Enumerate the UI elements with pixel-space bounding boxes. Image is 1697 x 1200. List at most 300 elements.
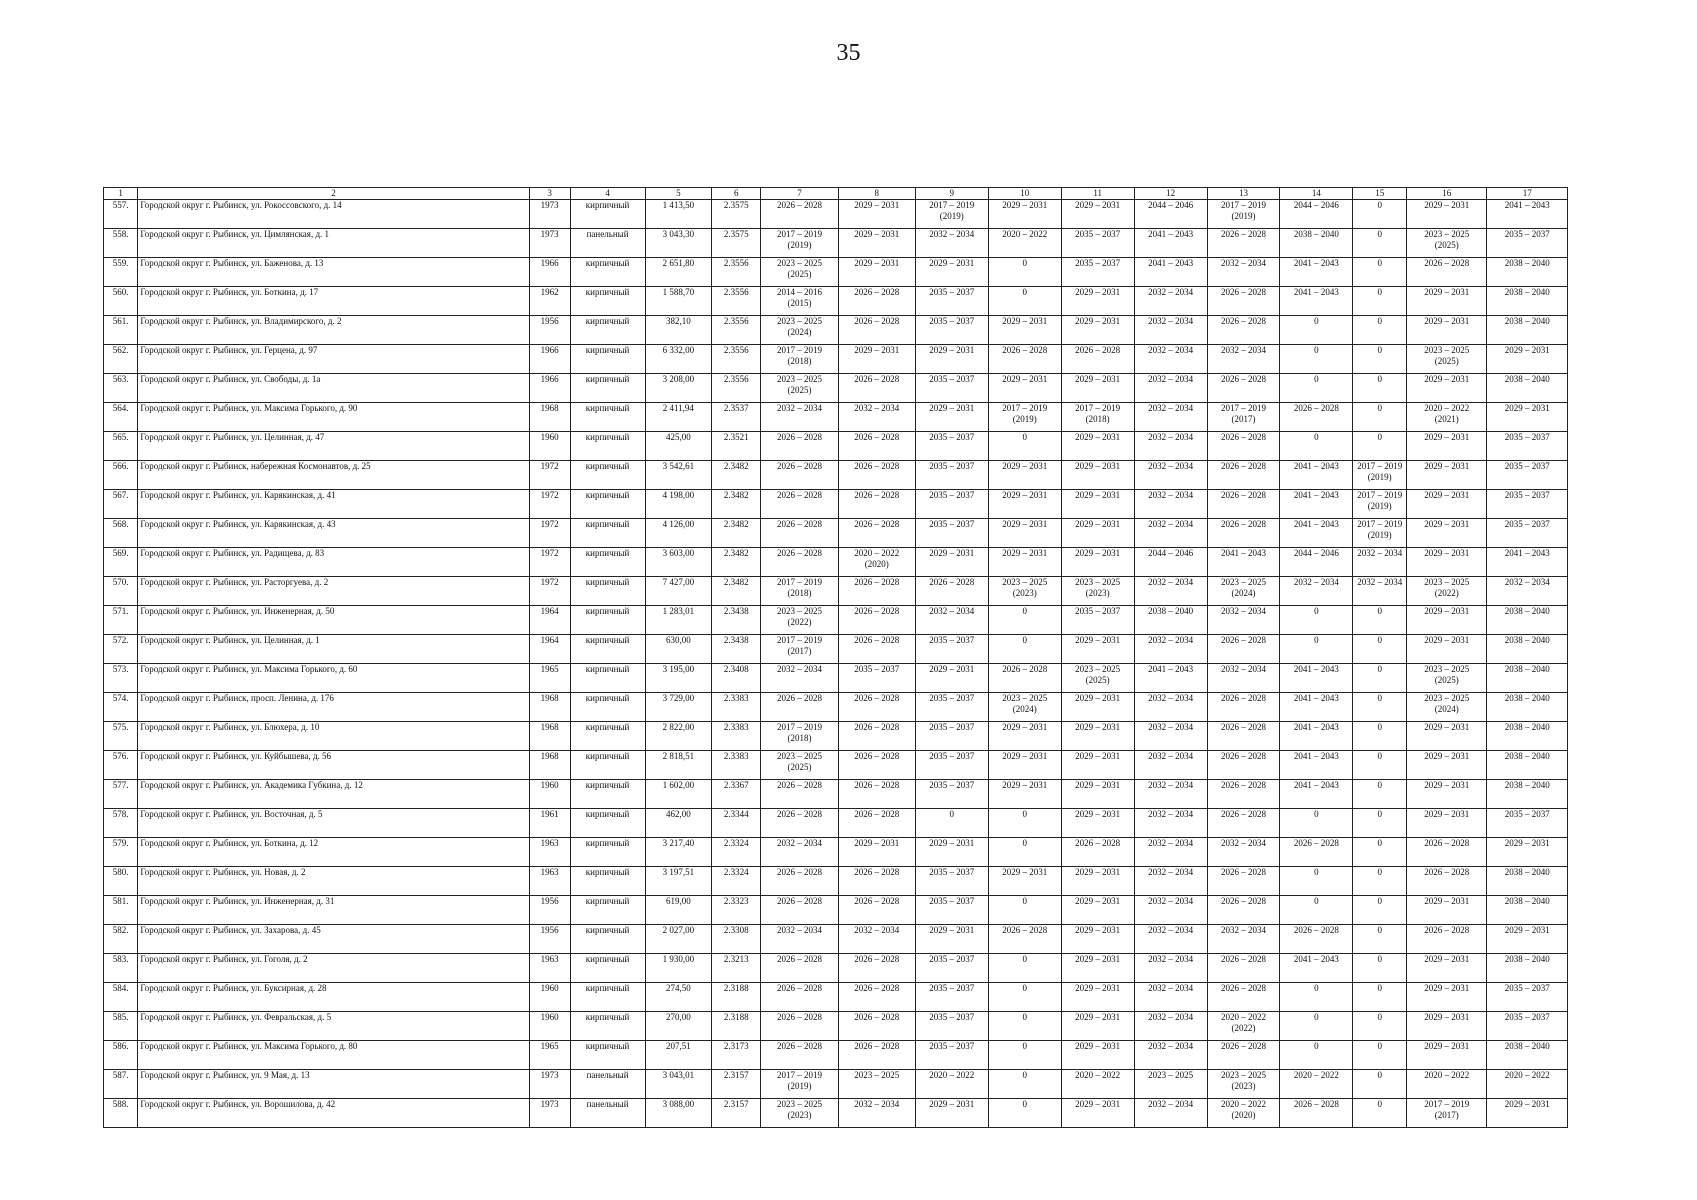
table-cell: 2029 – 2031 (988, 867, 1061, 896)
table-cell: 0 (1353, 722, 1407, 751)
table-cell: 2044 – 2046 (1134, 548, 1207, 577)
table-cell: 0 (1353, 1070, 1407, 1099)
table-cell: кирпичный (570, 200, 645, 229)
table-cell: 2032 – 2034 (1134, 780, 1207, 809)
table-row (104, 664, 1568, 693)
table-cell: 2029 – 2031 (1061, 490, 1134, 519)
table-cell: 2026 – 2028 (761, 693, 838, 722)
row-number-cell: 586. (104, 1041, 138, 1070)
table-cell: 2026 – 2028 (761, 200, 838, 229)
table-cell: 2038 – 2040 (1134, 606, 1207, 635)
table-cell: 2029 – 2031 (1061, 867, 1134, 896)
table-cell: 0 (1353, 896, 1407, 925)
table-cell: 0 (1353, 954, 1407, 983)
table-row (104, 287, 1568, 316)
table-cell: 1968 (529, 693, 570, 722)
table-cell: 1956 (529, 896, 570, 925)
table-cell: 0 (1280, 809, 1353, 838)
table-cell: 2020 – 2022 (1487, 1070, 1568, 1099)
table-cell: 2032 – 2034 (1134, 519, 1207, 548)
table-row (104, 751, 1568, 780)
table-cell: 2032 – 2034 (761, 664, 838, 693)
table-row (104, 606, 1568, 635)
table-cell: 2032 – 2034 (1353, 577, 1407, 606)
table-cell: 2029 – 2031 (1061, 1012, 1134, 1041)
table-cell: кирпичный (570, 403, 645, 432)
table-cell: 0 (1353, 1099, 1407, 1128)
table-cell: 2.3188 (712, 983, 761, 1012)
table-cell: 2029 – 2031 (1407, 316, 1487, 345)
table-row (104, 316, 1568, 345)
column-number-15: 15 (1353, 188, 1407, 200)
table-cell: 2035 – 2037 (1061, 229, 1134, 258)
table-cell: 2023 – 2025 (2023) (1061, 577, 1134, 606)
table-cell: 2035 – 2037 (915, 287, 988, 316)
row-number-cell: 561. (104, 316, 138, 345)
table-cell: 0 (915, 809, 988, 838)
table-cell: 2026 – 2028 (761, 809, 838, 838)
table-cell: 2041 – 2043 (1280, 693, 1353, 722)
table-cell: 2029 – 2031 (1487, 345, 1568, 374)
table-cell: 2026 – 2028 (761, 780, 838, 809)
table-cell: 2026 – 2028 (838, 954, 915, 983)
table-cell: 2032 – 2034 (1134, 954, 1207, 983)
table-cell: 2026 – 2028 (761, 548, 838, 577)
row-number-cell: 582. (104, 925, 138, 954)
table-cell: 2026 – 2028 (838, 287, 915, 316)
table-cell: 2029 – 2031 (1061, 374, 1134, 403)
table-row (104, 461, 1568, 490)
table-cell: 2029 – 2031 (1407, 809, 1487, 838)
address-cell: Городской округ г. Рыбинск, ул. Максима Горького, д. 60 (138, 664, 529, 693)
table-cell: 2029 – 2031 (1407, 287, 1487, 316)
table-cell: 0 (1353, 693, 1407, 722)
table-cell: 2029 – 2031 (1061, 316, 1134, 345)
column-number-14: 14 (1280, 188, 1353, 200)
table-cell: 2035 – 2037 (1061, 258, 1134, 287)
table-cell: 0 (1353, 287, 1407, 316)
table-cell: кирпичный (570, 780, 645, 809)
table-cell: 2029 – 2031 (988, 722, 1061, 751)
table-row (104, 954, 1568, 983)
table-cell: 2026 – 2028 (1207, 809, 1280, 838)
table-cell: 2032 – 2034 (1134, 461, 1207, 490)
address-cell: Городской округ г. Рыбинск, ул. Цимлянская, д. 1 (138, 229, 529, 258)
table-cell: 2026 – 2028 (761, 1041, 838, 1070)
table-cell: 4 198,00 (645, 490, 711, 519)
table-cell: 2032 – 2034 (761, 403, 838, 432)
address-cell: Городской округ г. Рыбинск, ул. Куйбышева, д. 56 (138, 751, 529, 780)
table-cell: 1965 (529, 1041, 570, 1070)
table-cell: панельный (570, 1070, 645, 1099)
table-cell: 0 (988, 635, 1061, 664)
table-cell: 2032 – 2034 (1134, 345, 1207, 374)
table-cell: 2026 – 2028 (1207, 983, 1280, 1012)
table-cell: 2041 – 2043 (1280, 722, 1353, 751)
table-cell: 2029 – 2031 (838, 345, 915, 374)
table-cell: 0 (1353, 664, 1407, 693)
table-cell: 2029 – 2031 (915, 258, 988, 287)
table-cell: 3 088,00 (645, 1099, 711, 1128)
table-cell: 2029 – 2031 (988, 374, 1061, 403)
table-cell: 425,00 (645, 432, 711, 461)
table-cell: 0 (1353, 925, 1407, 954)
table-cell: 2023 – 2025 (2025) (1061, 664, 1134, 693)
table-cell: 0 (1280, 316, 1353, 345)
row-number-cell: 563. (104, 374, 138, 403)
table-cell: 1972 (529, 519, 570, 548)
table-cell: 2038 – 2040 (1487, 635, 1568, 664)
table-cell: 2.3556 (712, 258, 761, 287)
table-cell: 1973 (529, 1070, 570, 1099)
table-cell: 2.3344 (712, 809, 761, 838)
table-cell: 2038 – 2040 (1280, 229, 1353, 258)
table-cell: 2026 – 2028 (1407, 258, 1487, 287)
table-cell: 2.3188 (712, 1012, 761, 1041)
table-cell: кирпичный (570, 809, 645, 838)
column-number-12: 12 (1134, 188, 1207, 200)
table-cell: 0 (988, 432, 1061, 461)
table-cell: 1960 (529, 983, 570, 1012)
table-cell: 462,00 (645, 809, 711, 838)
table-cell: 2029 – 2031 (1407, 780, 1487, 809)
table-cell: 2014 – 2016 (2015) (761, 287, 838, 316)
table-cell: 1965 (529, 664, 570, 693)
table-cell: 2023 – 2025 (2025) (761, 374, 838, 403)
table-cell: 1 602,00 (645, 780, 711, 809)
table-cell: 1972 (529, 461, 570, 490)
table-row (104, 490, 1568, 519)
table-cell: 2026 – 2028 (1207, 374, 1280, 403)
table-cell: 2038 – 2040 (1487, 258, 1568, 287)
table-cell: 2023 – 2025 (2022) (1407, 577, 1487, 606)
table-cell: 2032 – 2034 (1134, 287, 1207, 316)
table-cell: 0 (988, 838, 1061, 867)
table-cell: 2026 – 2028 (1207, 896, 1280, 925)
table-cell: 2029 – 2031 (988, 490, 1061, 519)
address-cell: Городской округ г. Рыбинск, ул. Новая, д. 2 (138, 867, 529, 896)
table-cell: 2029 – 2031 (988, 548, 1061, 577)
table-cell: 2020 – 2022 (988, 229, 1061, 258)
table-cell: 1963 (529, 954, 570, 983)
table-cell: 207,51 (645, 1041, 711, 1070)
table-cell: 2029 – 2031 (1407, 1041, 1487, 1070)
table-cell: 2023 – 2025 (2024) (988, 693, 1061, 722)
table-cell: 2017 – 2019 (2018) (1061, 403, 1134, 432)
table-cell: 0 (1353, 432, 1407, 461)
column-number-16: 16 (1407, 188, 1487, 200)
table-cell: 2.3556 (712, 345, 761, 374)
table-cell: 382,10 (645, 316, 711, 345)
table-cell: 1973 (529, 1099, 570, 1128)
row-number-cell: 583. (104, 954, 138, 983)
table-cell: 1961 (529, 809, 570, 838)
address-cell: Городской округ г. Рыбинск, ул. Буксирная, д. 28 (138, 983, 529, 1012)
table-cell: кирпичный (570, 867, 645, 896)
row-number-cell: 585. (104, 1012, 138, 1041)
table-cell: панельный (570, 1099, 645, 1128)
address-cell: Городской округ г. Рыбинск, ул. Инженерная, д. 31 (138, 896, 529, 925)
table-cell: 2032 – 2034 (1134, 722, 1207, 751)
row-number-cell: 573. (104, 664, 138, 693)
column-number-13: 13 (1207, 188, 1280, 200)
column-number-5: 5 (645, 188, 711, 200)
table-cell: кирпичный (570, 751, 645, 780)
column-number-6: 6 (712, 188, 761, 200)
table-cell: 2026 – 2028 (761, 1012, 838, 1041)
table-cell: 1963 (529, 867, 570, 896)
table-cell: 0 (1353, 229, 1407, 258)
table-row (104, 693, 1568, 722)
table-cell: 2029 – 2031 (988, 461, 1061, 490)
table-cell: 2026 – 2028 (761, 461, 838, 490)
table-cell: 3 197,51 (645, 867, 711, 896)
table-cell: 2026 – 2028 (988, 925, 1061, 954)
table-cell: 2026 – 2028 (1207, 519, 1280, 548)
table-cell: 2023 – 2025 (2025) (761, 751, 838, 780)
table-cell: 0 (1353, 200, 1407, 229)
table-cell: кирпичный (570, 548, 645, 577)
table-cell: 2023 – 2025 (2022) (761, 606, 838, 635)
table-cell: 2032 – 2034 (1134, 374, 1207, 403)
table-cell: 2026 – 2028 (838, 693, 915, 722)
row-number-cell: 557. (104, 200, 138, 229)
table-cell: кирпичный (570, 722, 645, 751)
table-cell: 2020 – 2022 (1407, 1070, 1487, 1099)
table-cell: 2032 – 2034 (915, 606, 988, 635)
table-cell: 2041 – 2043 (1134, 229, 1207, 258)
table-cell: 2017 – 2019 (2017) (761, 635, 838, 664)
table-cell: 2023 – 2025 (1134, 1070, 1207, 1099)
table-cell: 2020 – 2022 (915, 1070, 988, 1099)
table-cell: 2026 – 2028 (1207, 229, 1280, 258)
table-cell: 2029 – 2031 (838, 258, 915, 287)
table-cell: кирпичный (570, 1012, 645, 1041)
table-cell: 2032 – 2034 (1207, 258, 1280, 287)
table-cell: 2029 – 2031 (915, 925, 988, 954)
table-cell: 2029 – 2031 (1061, 1041, 1134, 1070)
table-cell: 0 (1353, 635, 1407, 664)
row-number-cell: 587. (104, 1070, 138, 1099)
table-cell: 2026 – 2028 (988, 664, 1061, 693)
table-cell: 2026 – 2028 (1207, 954, 1280, 983)
row-number-cell: 580. (104, 867, 138, 896)
table-cell: 2032 – 2034 (1134, 867, 1207, 896)
table-cell: 2029 – 2031 (1407, 461, 1487, 490)
table-cell: 2029 – 2031 (988, 200, 1061, 229)
capital-repair-table-container (103, 187, 1568, 1128)
table-cell: 2041 – 2043 (1280, 490, 1353, 519)
table-cell: 2026 – 2028 (1207, 867, 1280, 896)
address-cell: Городской округ г. Рыбинск, ул. Академика Губкина, д. 12 (138, 780, 529, 809)
table-cell: 3 208,00 (645, 374, 711, 403)
table-cell: панельный (570, 229, 645, 258)
table-row (104, 1099, 1568, 1128)
table-cell: 2.3482 (712, 461, 761, 490)
address-cell: Городской округ г. Рыбинск, ул. Ворошилова, д. 42 (138, 1099, 529, 1128)
table-cell: 2041 – 2043 (1280, 954, 1353, 983)
table-cell: 2026 – 2028 (1280, 925, 1353, 954)
row-number-cell: 570. (104, 577, 138, 606)
table-cell: 2029 – 2031 (1407, 606, 1487, 635)
row-number-cell: 572. (104, 635, 138, 664)
table-cell: 2029 – 2031 (1061, 548, 1134, 577)
row-number-cell: 562. (104, 345, 138, 374)
table-cell: 2.3438 (712, 635, 761, 664)
table-cell: 7 427,00 (645, 577, 711, 606)
table-cell: 2038 – 2040 (1487, 867, 1568, 896)
table-cell: 1973 (529, 229, 570, 258)
row-number-cell: 571. (104, 606, 138, 635)
table-cell: 2044 – 2046 (1134, 200, 1207, 229)
table-cell: 1960 (529, 780, 570, 809)
row-number-cell: 574. (104, 693, 138, 722)
table-cell: 2020 – 2022 (2021) (1407, 403, 1487, 432)
column-number-3: 3 (529, 188, 570, 200)
address-cell: Городской округ г. Рыбинск, ул. Рокоссовского, д. 14 (138, 200, 529, 229)
table-cell: 1 930,00 (645, 954, 711, 983)
table-cell: 2026 – 2028 (761, 867, 838, 896)
table-cell: 2044 – 2046 (1280, 548, 1353, 577)
table-row (104, 867, 1568, 896)
table-cell: 2029 – 2031 (915, 403, 988, 432)
row-number-cell: 584. (104, 983, 138, 1012)
table-cell: 2 411,94 (645, 403, 711, 432)
address-cell: Городской округ г. Рыбинск, просп. Ленина, д. 176 (138, 693, 529, 722)
table-cell: 2032 – 2034 (1487, 577, 1568, 606)
table-cell: 2035 – 2037 (1487, 461, 1568, 490)
table-cell: 2023 – 2025 (2023) (988, 577, 1061, 606)
table-cell: 2041 – 2043 (1280, 780, 1353, 809)
table-cell: кирпичный (570, 287, 645, 316)
table-row (104, 809, 1568, 838)
table-cell: кирпичный (570, 954, 645, 983)
table-cell: кирпичный (570, 664, 645, 693)
table-cell: 2041 – 2043 (1280, 751, 1353, 780)
table-cell: 0 (988, 258, 1061, 287)
table-cell: 2 818,51 (645, 751, 711, 780)
row-number-cell: 581. (104, 896, 138, 925)
table-cell: 2 027,00 (645, 925, 711, 954)
table-cell: 270,00 (645, 1012, 711, 1041)
table-cell: 2023 – 2025 (2023) (761, 1099, 838, 1128)
table-cell: 3 729,00 (645, 693, 711, 722)
table-row (104, 635, 1568, 664)
row-number-cell: 566. (104, 461, 138, 490)
address-cell: Городской округ г. Рыбинск, ул. Захарова, д. 45 (138, 925, 529, 954)
address-cell: Городской округ г. Рыбинск, ул. Боткина, д. 17 (138, 287, 529, 316)
table-cell: 2032 – 2034 (1280, 577, 1353, 606)
address-cell: Городской округ г. Рыбинск, ул. Максима Горького, д. 90 (138, 403, 529, 432)
table-cell: 3 217,40 (645, 838, 711, 867)
table-cell: 2026 – 2028 (1280, 403, 1353, 432)
table-cell: 2032 – 2034 (761, 838, 838, 867)
table-cell: 2032 – 2034 (915, 229, 988, 258)
table-cell: 2029 – 2031 (1061, 693, 1134, 722)
table-row (104, 345, 1568, 374)
table-cell: 2032 – 2034 (1134, 490, 1207, 519)
table-cell: 2041 – 2043 (1134, 258, 1207, 287)
table-cell: 2041 – 2043 (1280, 287, 1353, 316)
table-cell: 2.3324 (712, 867, 761, 896)
table-cell: 2035 – 2037 (1061, 606, 1134, 635)
table-cell: 2038 – 2040 (1487, 606, 1568, 635)
table-cell: 2035 – 2037 (915, 693, 988, 722)
row-number-cell: 567. (104, 490, 138, 519)
address-cell: Городской округ г. Рыбинск, ул. Инженерная, д. 50 (138, 606, 529, 635)
table-cell: 0 (1353, 780, 1407, 809)
table-cell: 2029 – 2031 (915, 838, 988, 867)
table-cell: 2029 – 2031 (1061, 896, 1134, 925)
table-cell: 0 (1353, 751, 1407, 780)
table-cell: 2035 – 2037 (915, 490, 988, 519)
table-cell: 2032 – 2034 (1134, 983, 1207, 1012)
table-cell: 619,00 (645, 896, 711, 925)
table-cell: 2029 – 2031 (915, 1099, 988, 1128)
table-cell: 2029 – 2031 (1407, 1012, 1487, 1041)
row-number-cell: 560. (104, 287, 138, 316)
address-cell: Городской округ г. Рыбинск, ул. Карякинская, д. 41 (138, 490, 529, 519)
table-cell: 2026 – 2028 (761, 490, 838, 519)
table-cell: 2017 – 2019 (2019) (915, 200, 988, 229)
address-cell: Городской округ г. Рыбинск, ул. Боткина, д. 12 (138, 838, 529, 867)
table-row (104, 403, 1568, 432)
table-cell: 0 (1280, 432, 1353, 461)
table-cell: 2029 – 2031 (1407, 896, 1487, 925)
table-cell: 2026 – 2028 (915, 577, 988, 606)
table-cell: 2029 – 2031 (1487, 838, 1568, 867)
table-cell: 2038 – 2040 (1487, 693, 1568, 722)
address-cell: Городской округ г. Рыбинск, ул. Гоголя, д. 2 (138, 954, 529, 983)
table-cell: 2023 – 2025 (2024) (1207, 577, 1280, 606)
table-cell: 2026 – 2028 (1207, 780, 1280, 809)
row-number-cell: 568. (104, 519, 138, 548)
table-cell: 2017 – 2019 (2019) (1353, 519, 1407, 548)
table-cell: 6 332,00 (645, 345, 711, 374)
table-cell: 2023 – 2025 (2024) (1407, 693, 1487, 722)
table-cell: 0 (1353, 316, 1407, 345)
table-cell: 2017 – 2019 (2019) (988, 403, 1061, 432)
table-cell: 2026 – 2028 (1207, 635, 1280, 664)
table-cell: 2.3324 (712, 838, 761, 867)
address-cell: Городской округ г. Рыбинск, ул. Герцена, д. 97 (138, 345, 529, 374)
table-cell: 2041 – 2043 (1487, 548, 1568, 577)
table-cell: 2029 – 2031 (838, 838, 915, 867)
table-cell: 0 (1280, 1012, 1353, 1041)
table-cell: 2026 – 2028 (1407, 925, 1487, 954)
table-cell: 2.3157 (712, 1070, 761, 1099)
table-cell: 1956 (529, 925, 570, 954)
table-cell: 2.3537 (712, 403, 761, 432)
table-cell: 2023 – 2025 (838, 1070, 915, 1099)
table-cell: 2026 – 2028 (838, 1041, 915, 1070)
table-cell: 2026 – 2028 (1207, 693, 1280, 722)
table-cell: 2029 – 2031 (1061, 751, 1134, 780)
table-cell: 2035 – 2037 (915, 519, 988, 548)
table-cell: 2035 – 2037 (915, 896, 988, 925)
table-cell: 2032 – 2034 (1134, 693, 1207, 722)
table-cell: 2029 – 2031 (1407, 635, 1487, 664)
page-number: 35 (836, 40, 861, 66)
table-cell: 2026 – 2028 (761, 432, 838, 461)
table-cell: 2020 – 2022 (2020) (1207, 1099, 1280, 1128)
table-cell: 2041 – 2043 (1280, 461, 1353, 490)
table-cell: кирпичный (570, 693, 645, 722)
table-cell: 2 822,00 (645, 722, 711, 751)
table-cell: 2029 – 2031 (1061, 954, 1134, 983)
table-cell: 2026 – 2028 (1207, 490, 1280, 519)
address-cell: Городской округ г. Рыбинск, ул. Блюхера, д. 10 (138, 722, 529, 751)
